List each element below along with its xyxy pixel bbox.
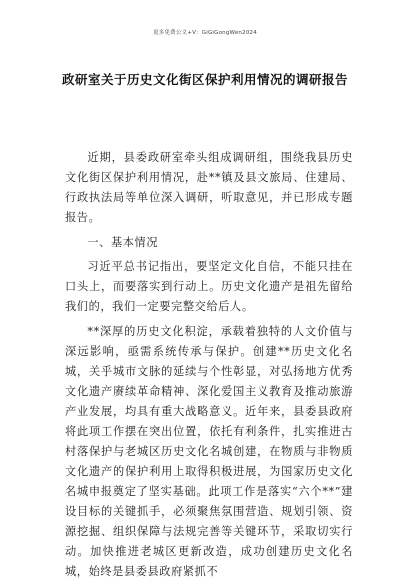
document-title: 政研室关于历史文化街区保护利用情况的调研报告: [61, 72, 348, 87]
document-body: [65, 148, 353, 587]
paragraph-quote: 习近平总书记指出，要坚定文化自信，不能只挂在口头上，而要落实到行动上。历史文化遗产是祖先留给我们的，我们一定要完整交给后人。: [65, 260, 353, 313]
paragraph-main: **深厚的历史文化积淀，承载着独特的人文价值与深远影响，亟需系统传承与保护。创建**历史文化名城，关乎城市文脉的延续与个性彰显，对弘扬地方优秀文化遗产赓续革命精神、深化爱国主义教育及推动旅游产业发展，均具有重大战略意义。近年来，县委县政府将此项工作摆在突出位置，依托有利条件，扎实推进古村落保护与老城区历史文化名城创建，在物质与非物质文化遗产的保护利用上取得积极进展，为国家历史文化名城申报奠定了坚实基础。此项工作是落实“六个**”建设目标的关键抓手，必须聚焦氛围营造、规划引领、资源挖掘、组织保障与法规完善等关键环节，采取切实行动。加快推进老城区更新改造，成功创建历史文化名城，始终是县委县政府紧抓不: [65, 325, 353, 578]
section-heading: 一、基本情况: [87, 236, 159, 249]
paragraph-intro: 近期，县委政研室牵头组成调研组，围绕我县历史文化街区保护利用情况，赴**镇及县文旅局、住建局、行政执法局等单位深入调研，听取意见，并已形成专题报告。: [65, 151, 353, 224]
header-note: 更多免费公文+V：GiGiGongWen2024: [153, 30, 257, 36]
